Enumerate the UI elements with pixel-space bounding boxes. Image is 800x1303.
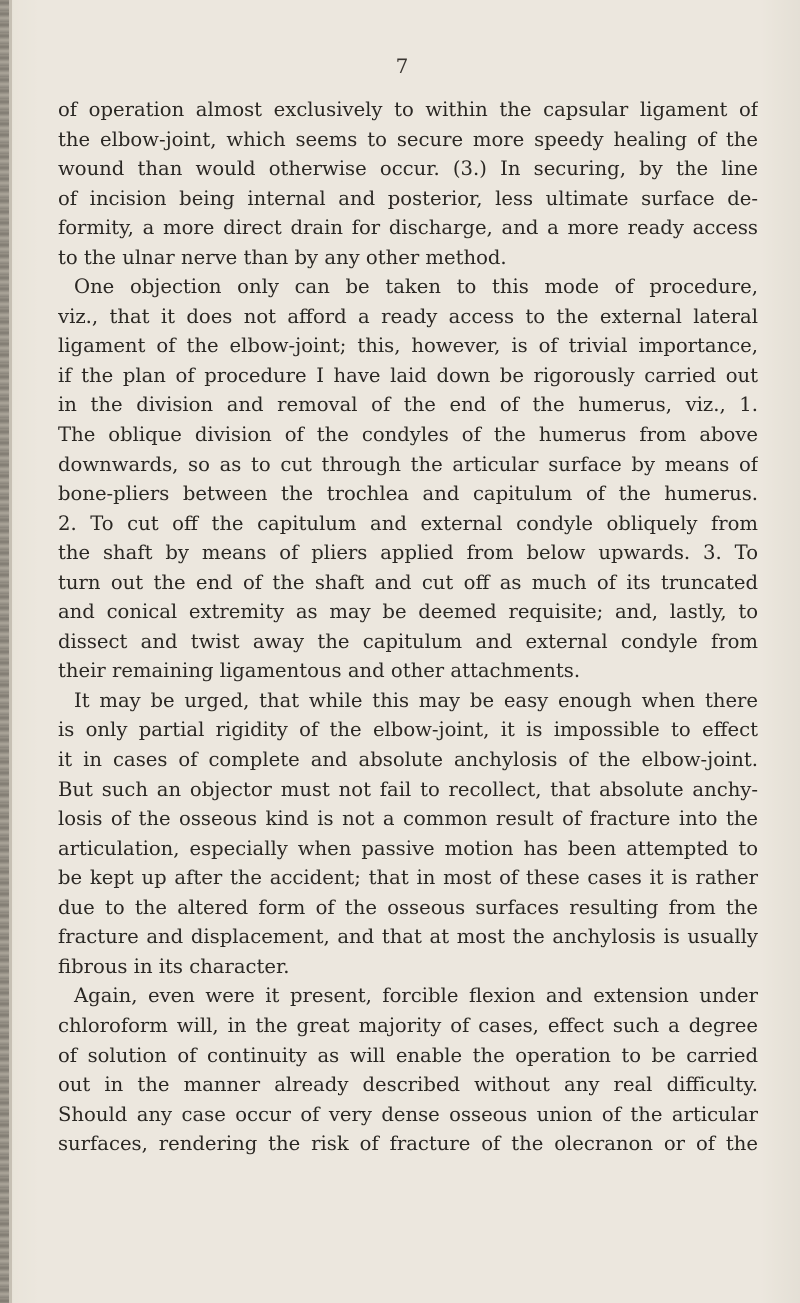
page-binding-edge [0,0,9,1303]
text-line: One objection only can be taken to this mode of procedure, [74,275,758,299]
text-line: viz., that it does not afford a ready access to the external lateral [58,304,758,328]
text-line: out in the manner already described without any real difficulty. [58,1073,758,1097]
text-line: be kept up after the accident; that in most of these cases it is rather [58,866,758,890]
text-line: downwards, so as to cut through the articular surface by means of [58,452,758,476]
text-line: 2. To cut off the capitulum and external condyle obliquely from [58,511,758,535]
text-line: Should any case occur of very dense osseous union of the articular [58,1102,758,1126]
text-line: if the plan of procedure I have laid down be rigorously carried out [58,363,758,387]
text-line: articulation, especially when passive motion has been attempted to [58,836,758,860]
text-line: of solution of continuity as will enable the operation to be carried [58,1043,758,1067]
text-line: fibrous in its character. [58,954,290,978]
text-line: Again, even were it present, forcible flexion and extension under [74,984,758,1008]
text-line: The oblique division of the condyles of the humerus from above [58,423,758,447]
text-line: due to the altered form of the osseous surfaces resulting from the [58,895,758,919]
text-line: It may be urged, that while this may be easy enough when there [74,688,758,712]
text-line: the shaft by means of pliers applied from below upwards. 3. To [58,541,758,565]
text-line: it in cases of complete and absolute anchylosis of the elbow-joint. [58,748,758,772]
text-line: fracture and displacement, and that at most the anchylosis is usually [58,925,758,949]
body-text [58,95,758,1159]
text-line: turn out the end of the shaft and cut off as much of its truncated [58,570,758,594]
text-line: is only partial rigidity of the elbow-joint, it is impossible to effect [58,718,758,742]
text-line: losis of the osseous kind is not a common result of fracture into the [58,807,758,831]
text-line: in the division and removal of the end of the humerus, viz., 1. [58,393,758,417]
text-line: surfaces, rendering the risk of fracture of the olecranon or of the [58,1132,758,1156]
text-line: formity, a more direct drain for discharge, and a more ready access [58,216,758,240]
text-line: of operation almost exclusively to within the capsular ligament of [58,98,758,121]
text-line: ligament of the elbow-joint; this, however, is of trivial importance, [58,334,758,358]
text-line: But such an objector must not fail to recollect, that absolute anchy- [58,777,758,801]
text-line: the elbow-joint, which seems to secure more speedy healing of the [58,127,758,151]
text-line: to the ulnar nerve than by any other method. [58,245,507,269]
text-line: dissect and twist away the capitulum and external condyle from [58,629,758,653]
text-line: of incision being internal and posterior, less ultimate surface de- [58,186,758,210]
page-number: 7 [395,54,409,78]
page-gutter-shadow [9,0,12,1303]
text-line: bone-pliers between the trochlea and capitulum of the humerus. [58,482,758,506]
text-line: and conical extremity as may be deemed requisite; and, lastly, to [58,600,758,624]
text-line: chloroform will, in the great majority of cases, effect such a degree [58,1013,758,1037]
text-line: wound than would otherwise occur. (3.) In securing, by the line [58,157,758,181]
text-line: their remaining ligamentous and other attachments. [58,659,581,683]
